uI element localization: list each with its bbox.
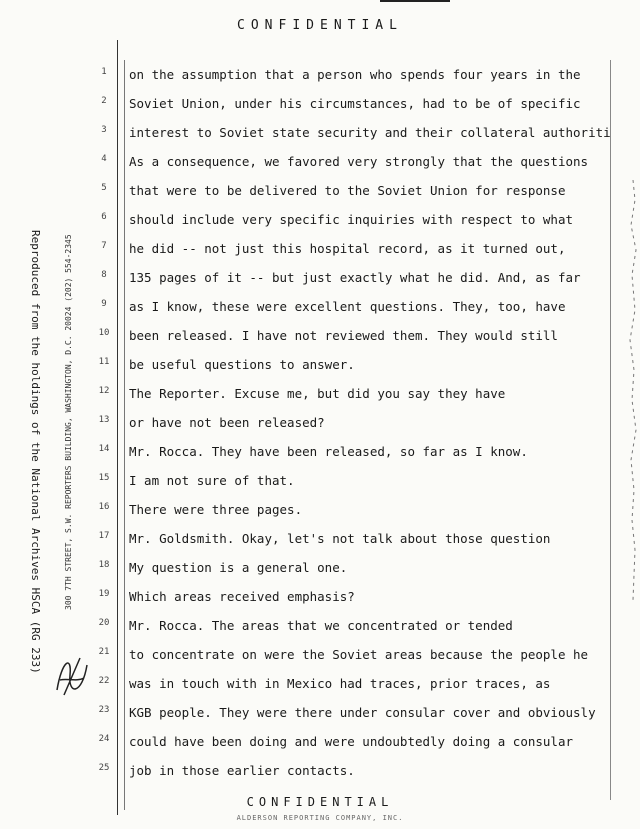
transcript-line: The Reporter. Excuse me, but did you say they have (129, 386, 506, 401)
scan-edge-noise-icon (626, 180, 640, 600)
right-margin-rule (610, 60, 611, 800)
transcript-line: to concentrate on were the Soviet areas because the people he (129, 647, 589, 662)
line-number: 16 (98, 502, 110, 512)
line-number: 23 (98, 705, 110, 715)
left-margin-rule (117, 40, 118, 815)
transcript-line: could have been doing and were undoubtedly doing a consular (129, 734, 574, 749)
transcript-line: or have not been released? (129, 415, 325, 430)
address-wrap (64, 180, 78, 610)
transcript-line: 135 pages of it -- but just exactly what he did. And, as far (129, 270, 581, 285)
line-number: 1 (101, 67, 107, 77)
transcript-line: interest to Soviet state security and their collateral authoriti (129, 125, 611, 140)
line-number: 7 (101, 241, 107, 251)
transcript-line: Mr. Goldsmith. Okay, let's not talk about those question (129, 531, 551, 546)
line-number: 18 (98, 560, 110, 570)
line-number: 12 (98, 386, 110, 396)
transcript-line: on the assumption that a person who spends four years in the (129, 67, 581, 82)
line-number: 14 (98, 444, 110, 454)
transcript-line: Mr. Rocca. The areas that we concentrated or tended (129, 618, 513, 633)
line-number: 22 (98, 676, 110, 686)
transcript-line: My question is a general one. (129, 560, 348, 575)
signature-scribble-icon (52, 650, 92, 700)
transcript-line: should include very specific inquiries with respect to what (129, 212, 574, 227)
line-number: 5 (101, 183, 107, 193)
transcript-line: KGB people. They were there under consular cover and obviously (129, 705, 596, 720)
line-number: 11 (98, 357, 110, 367)
transcript-line: There were three pages. (129, 502, 303, 517)
line-number: 15 (98, 473, 110, 483)
line-number: 2 (101, 96, 107, 106)
footer-classification: CONFIDENTIAL (246, 795, 394, 809)
line-number: 6 (101, 212, 107, 222)
line-number: 4 (101, 154, 107, 164)
archive-note-wrap (24, 230, 42, 674)
transcript-line: he did -- not just this hospital record, as it turned out, (129, 241, 566, 256)
reporter-address: 300 7TH STREET, S.W. REPORTERS BUILDING, WASHINGTON, D.C. 20024 (202) 554-2345 (64, 234, 73, 610)
footer-reporter-name: ALDERSON REPORTING COMPANY, INC. (236, 814, 404, 822)
archive-source-note: Reproduced from the holdings of the National Archives HSCA (RG 233) (29, 230, 42, 674)
transcript-line: I am not sure of that. (129, 473, 295, 488)
line-number: 17 (98, 531, 110, 541)
transcript-line: that were to be delivered to the Soviet Union for response (129, 183, 566, 198)
transcript-line: been released. I have not reviewed them. They would still (129, 328, 558, 343)
line-number: 9 (101, 299, 107, 309)
transcript-line: Mr. Rocca. They have been released, so far as I know. (129, 444, 528, 459)
transcript-line: was in touch with in Mexico had traces, prior traces, as (129, 676, 551, 691)
line-number: 13 (98, 415, 110, 425)
transcript-line: Which areas received emphasis? (129, 589, 355, 604)
line-number: 25 (98, 763, 110, 773)
line-number: 24 (98, 734, 110, 744)
line-number: 20 (98, 618, 110, 628)
line-number: 21 (98, 647, 110, 657)
transcript-line: as I know, these were excellent questions. They, too, have (129, 299, 566, 314)
header-classification: CONFIDENTIAL (237, 18, 403, 33)
line-number: 8 (101, 270, 107, 280)
top-edge-mark (380, 0, 450, 2)
line-number: 10 (98, 328, 110, 338)
transcript-line: be useful questions to answer. (129, 357, 355, 372)
transcript-line: As a consequence, we favored very strongly that the questions (129, 154, 589, 169)
transcript-line: job in those earlier contacts. (129, 763, 355, 778)
line-number: 19 (98, 589, 110, 599)
line-number: 3 (101, 125, 107, 135)
transcript-line: Soviet Union, under his circumstances, had to be of specific (129, 96, 581, 111)
inner-margin-rule (124, 60, 125, 810)
